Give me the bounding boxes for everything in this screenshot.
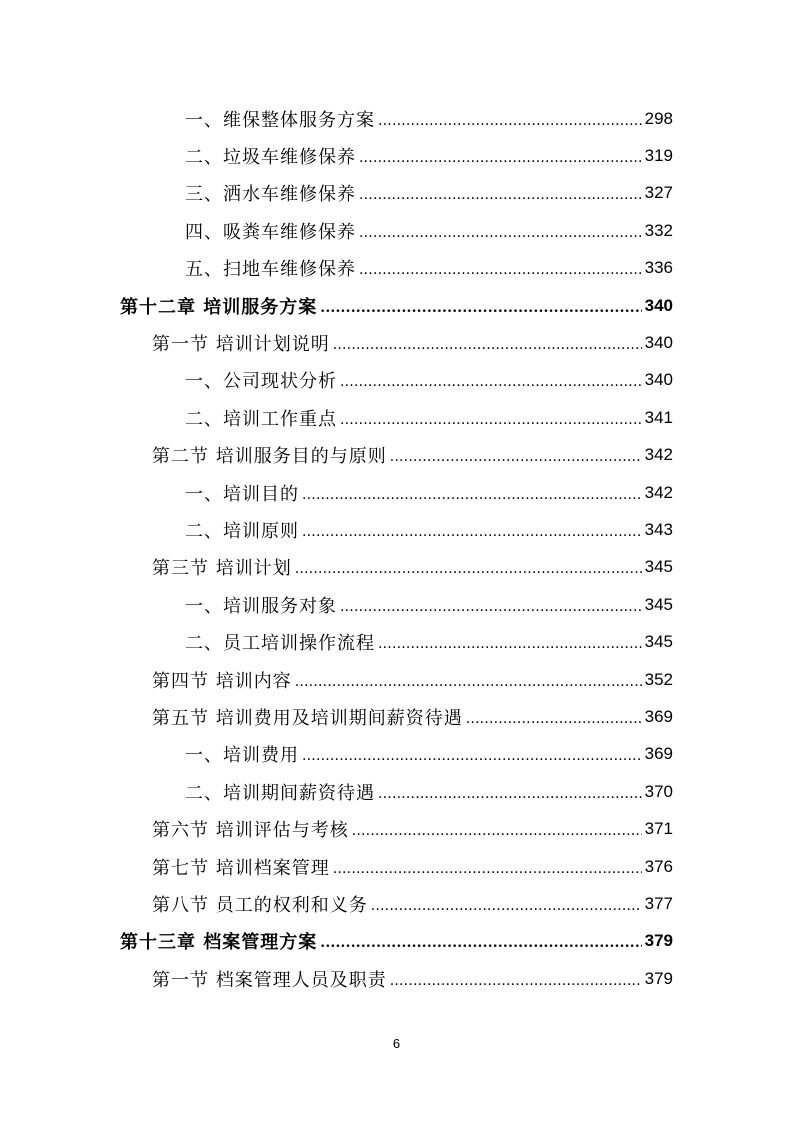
toc-entry[interactable] bbox=[0, 250, 793, 287]
toc-entry-label: 第三节 培训计划 bbox=[152, 558, 292, 580]
toc-entry-page: 340 bbox=[644, 370, 673, 390]
dot-leader bbox=[390, 446, 642, 464]
dot-leader bbox=[302, 745, 642, 763]
toc-entry-page: 345 bbox=[644, 632, 673, 652]
toc-section-entry[interactable] bbox=[0, 698, 793, 735]
toc-entry-label: 第八节 员工的权利和义务 bbox=[152, 894, 368, 916]
toc-entry-label: 四、吸粪车维修保养 bbox=[185, 221, 356, 243]
dot-leader bbox=[359, 222, 642, 240]
toc-entry-page: 332 bbox=[644, 220, 673, 240]
toc-entry-page: 340 bbox=[644, 333, 673, 353]
dot-leader bbox=[295, 671, 642, 689]
dot-leader bbox=[390, 970, 642, 988]
dot-leader bbox=[359, 259, 642, 277]
toc-entry-page: 342 bbox=[644, 482, 673, 502]
toc-entry-label: 三、洒水车维修保养 bbox=[185, 184, 356, 206]
toc-entry-page: 345 bbox=[644, 594, 673, 614]
dot-leader bbox=[320, 297, 641, 315]
toc-section-entry[interactable] bbox=[0, 885, 793, 922]
dot-leader bbox=[295, 558, 642, 576]
toc-entry-label: 一、维保整体服务方案 bbox=[185, 109, 375, 131]
toc-entry-label: 第一节 培训计划说明 bbox=[152, 334, 330, 356]
toc-entry-label: 二、培训原则 bbox=[185, 520, 299, 542]
toc-section-entry[interactable] bbox=[0, 437, 793, 474]
toc-entry-page: 371 bbox=[644, 819, 673, 839]
toc-entry-label: 第五节 培训费用及培训期间薪资待遇 bbox=[152, 707, 463, 729]
table-of-contents bbox=[0, 100, 793, 997]
toc-chapter-entry[interactable] bbox=[0, 287, 793, 324]
toc-entry-label: 一、培训服务对象 bbox=[185, 595, 337, 617]
toc-entry-page: 336 bbox=[644, 258, 673, 278]
toc-entry-page: 340 bbox=[644, 295, 673, 315]
toc-entry-label: 第一节 档案管理人员及职责 bbox=[152, 969, 387, 991]
toc-entry-page: 369 bbox=[644, 706, 673, 726]
toc-entry-label: 五、扫地车维修保养 bbox=[185, 259, 356, 281]
toc-entry-label: 第二节 培训服务目的与原则 bbox=[152, 446, 387, 468]
page-number: 6 bbox=[392, 1036, 401, 1051]
dot-leader bbox=[359, 184, 642, 202]
toc-entry[interactable] bbox=[0, 511, 793, 548]
toc-entry[interactable] bbox=[0, 100, 793, 137]
toc-entry-page: 343 bbox=[644, 519, 673, 539]
dot-leader bbox=[333, 858, 642, 876]
toc-entry[interactable] bbox=[0, 773, 793, 810]
dot-leader bbox=[371, 895, 642, 913]
toc-entry-page: 327 bbox=[644, 183, 673, 203]
toc-entry[interactable] bbox=[0, 586, 793, 623]
toc-entry-label: 二、培训工作重点 bbox=[185, 408, 337, 430]
dot-leader bbox=[302, 484, 642, 502]
toc-entry-page: 352 bbox=[644, 669, 673, 689]
dot-leader bbox=[302, 521, 642, 539]
dot-leader bbox=[340, 409, 642, 427]
toc-entry-label: 二、员工培训操作流程 bbox=[185, 633, 375, 655]
toc-entry-label: 一、培训目的 bbox=[185, 483, 299, 505]
toc-entry[interactable] bbox=[0, 137, 793, 174]
dot-leader bbox=[378, 110, 642, 128]
toc-entry-page: 376 bbox=[644, 856, 673, 876]
dot-leader bbox=[378, 633, 642, 651]
toc-section-entry[interactable] bbox=[0, 848, 793, 885]
toc-entry[interactable] bbox=[0, 736, 793, 773]
dot-leader bbox=[320, 932, 641, 950]
toc-chapter-entry[interactable] bbox=[0, 923, 793, 960]
toc-entry-page: 298 bbox=[644, 108, 673, 128]
toc-entry-label: 二、培训期间薪资待遇 bbox=[185, 782, 375, 804]
toc-entry[interactable] bbox=[0, 623, 793, 660]
dot-leader bbox=[466, 708, 642, 726]
dot-leader bbox=[352, 820, 642, 838]
dot-leader bbox=[340, 371, 642, 389]
toc-entry-label: 第十三章 档案管理方案 bbox=[120, 932, 318, 954]
toc-section-entry[interactable] bbox=[0, 810, 793, 847]
toc-entry[interactable] bbox=[0, 362, 793, 399]
toc-entry-page: 377 bbox=[644, 893, 673, 913]
toc-entry-page: 379 bbox=[644, 931, 673, 951]
toc-entry-label: 第七节 培训档案管理 bbox=[152, 857, 330, 879]
toc-entry-page: 342 bbox=[644, 445, 673, 465]
toc-entry-page: 369 bbox=[644, 744, 673, 764]
toc-section-entry[interactable] bbox=[0, 960, 793, 997]
toc-section-entry[interactable] bbox=[0, 661, 793, 698]
toc-entry-label: 第四节 培训内容 bbox=[152, 670, 292, 692]
dot-leader bbox=[340, 596, 642, 614]
toc-entry-label: 一、公司现状分析 bbox=[185, 371, 337, 393]
dot-leader bbox=[378, 783, 642, 801]
toc-entry-label: 第六节 培训评估与考核 bbox=[152, 820, 349, 842]
toc-entry[interactable] bbox=[0, 175, 793, 212]
toc-entry-page: 345 bbox=[644, 557, 673, 577]
toc-entry-page: 370 bbox=[644, 781, 673, 801]
toc-entry[interactable] bbox=[0, 399, 793, 436]
dot-leader bbox=[333, 334, 642, 352]
toc-entry-label: 一、培训费用 bbox=[185, 745, 299, 767]
toc-section-entry[interactable] bbox=[0, 549, 793, 586]
dot-leader bbox=[359, 147, 642, 165]
toc-entry-page: 379 bbox=[644, 968, 673, 988]
toc-entry-page: 341 bbox=[644, 407, 673, 427]
toc-entry-label: 二、垃圾车维修保养 bbox=[185, 147, 356, 169]
toc-entry[interactable] bbox=[0, 474, 793, 511]
toc-entry[interactable] bbox=[0, 212, 793, 249]
toc-entry-label: 第十二章 培训服务方案 bbox=[120, 296, 318, 318]
toc-section-entry[interactable] bbox=[0, 324, 793, 361]
toc-entry-page: 319 bbox=[644, 146, 673, 166]
